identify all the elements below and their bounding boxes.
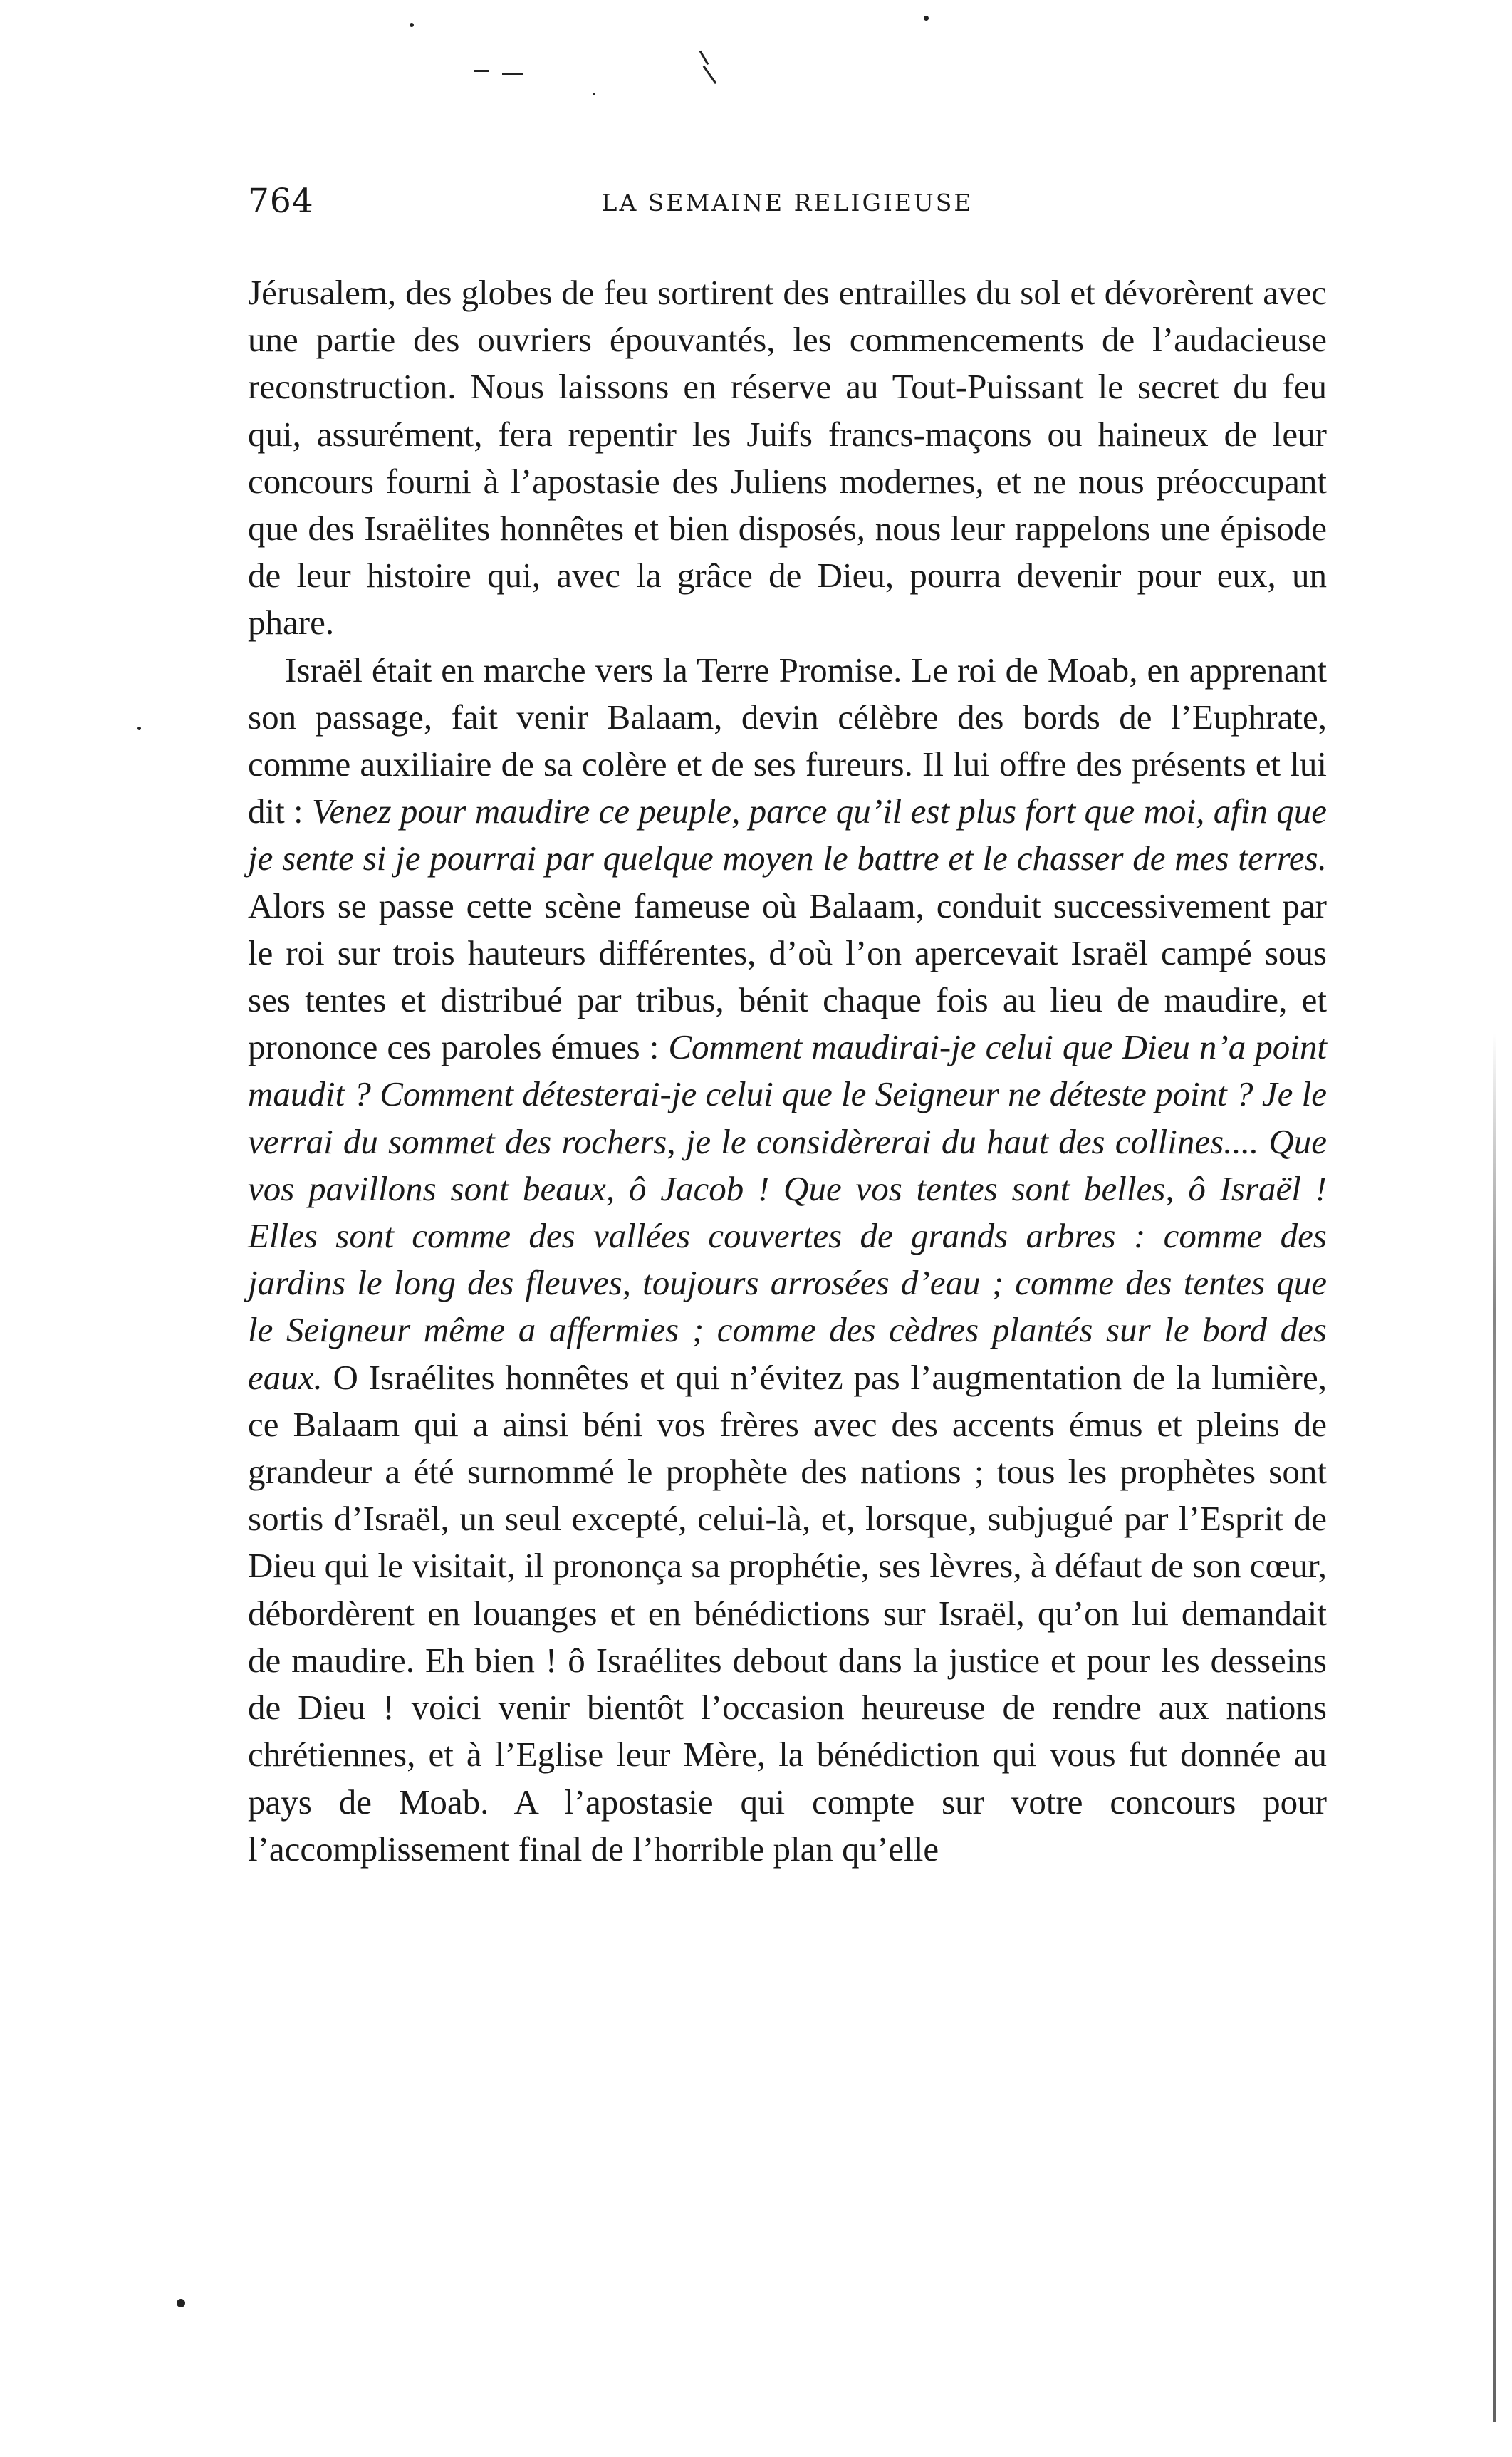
scan-speck (502, 73, 523, 75)
scan-speck (703, 66, 717, 84)
paragraph-2 (248, 647, 1327, 1873)
running-head: LA SEMAINE RELIGIEUSE (601, 189, 974, 217)
paragraph-2-text-a: Israël était en marche vers la Terre Promise. Le roi de Moab, en apprenant son passage, fait venir Balaam, devin célèbre des bords de l’Euphrate, comme auxiliaire de sa colère et de ses fureurs. Il lui offre des présents et lui dit : (248, 650, 1327, 831)
scan-speck (137, 727, 141, 730)
quote-balaam-prophecy: Comment maudirai-je celui que Dieu n’a point maudit ? Comment détesterai-je celui que le Seigneur ne déteste point ? Je le verrai du sommet des rochers, je le considèrerai du haut des collines.... Que vos pavillons sont beaux, ô Jacob ! Que vos tentes sont belles, ô Israël ! Elles sont comme des vallées couvertes de grands arbres : comme des jardins le long des fleuves, toujours arrosées d’eau ; comme des tentes que le Seigneur même a affermies ; comme des cèdres plantés sur le bord des eaux. (248, 1027, 1327, 1397)
page-number: 764 (248, 182, 314, 221)
scan-edge-shadow (1493, 1033, 1496, 2422)
scan-speck (924, 16, 929, 21)
scan-speck (474, 70, 489, 72)
body-text (248, 269, 1327, 1873)
paragraph-2-text-b: Alors se passe cette scène fameuse où Balaam, conduit successivement par le roi sur trois hauteurs différentes, d’où l’on apercevait Israël campé sous ses tentes et distribué par tribus, bénit chaque fois au lieu de maudire, et prononce ces paroles émues : (248, 885, 1327, 1067)
paragraph-1 (248, 269, 1327, 647)
scan-speck (177, 2299, 185, 2307)
paragraph-1-text: Jérusalem, des globes de feu sortirent des entrailles du sol et dévorèrent avec une partie des ouvriers épouvantés, les commencements de l’audacieuse reconstruction. Nous laissons en réserve au Tout-Puissant le secret du feu qui, assurément, fera repentir les Juifs francs-maçons ou haineux de leur concours fourni à l’apostasie des Juliens modernes, et ne nous préoccupant que des Israëlites honnêtes et bien disposés, nous leur rappelons une épisode de leur histoire qui, avec la grâce de Dieu, pourra devenir pour eux, un phare. (248, 273, 1327, 643)
quote-king-of-moab: Venez pour maudire ce peuple, parce qu’il est plus fort que moi, afin que je sente si je pourrai par quelque moyen le battre et le chasser de mes terres. (248, 791, 1328, 878)
scan-speck (699, 51, 709, 66)
paragraph-2-text-c: O Israélites honnêtes et qui n’évitez pas l’augmentation de la lumière, ce Balaam qui a ainsi béni vos frères avec des accents émus et pleins de grandeur a été surnommé le prophète des nations ; tous les prophètes sont sortis d’Israël, un seul excepté, celui-là, et, lorsque, subjugué par l’Esprit de Dieu qui le visitait, il prononça sa prophétie, ses lèvres, à défaut de son cœur, débordèrent en louanges et en bénédictions sur Israël, qu’on lui demandait de maudire. Eh bien ! ô Israélites debout dans la justice et pour les desseins de Dieu ! voici venir bientôt l’occasion heureuse de rendre aux nations chrétiennes, et à l’Eglise leur Mère, la bénédiction qui vous fut donnée au pays de Moab. A l’apostasie qui compte sur votre concours pour l’accomplissement final de l’horrible plan qu’elle (248, 1357, 1327, 1869)
scan-speck (410, 23, 414, 27)
scan-speck (593, 93, 595, 95)
page-header (248, 182, 1327, 232)
